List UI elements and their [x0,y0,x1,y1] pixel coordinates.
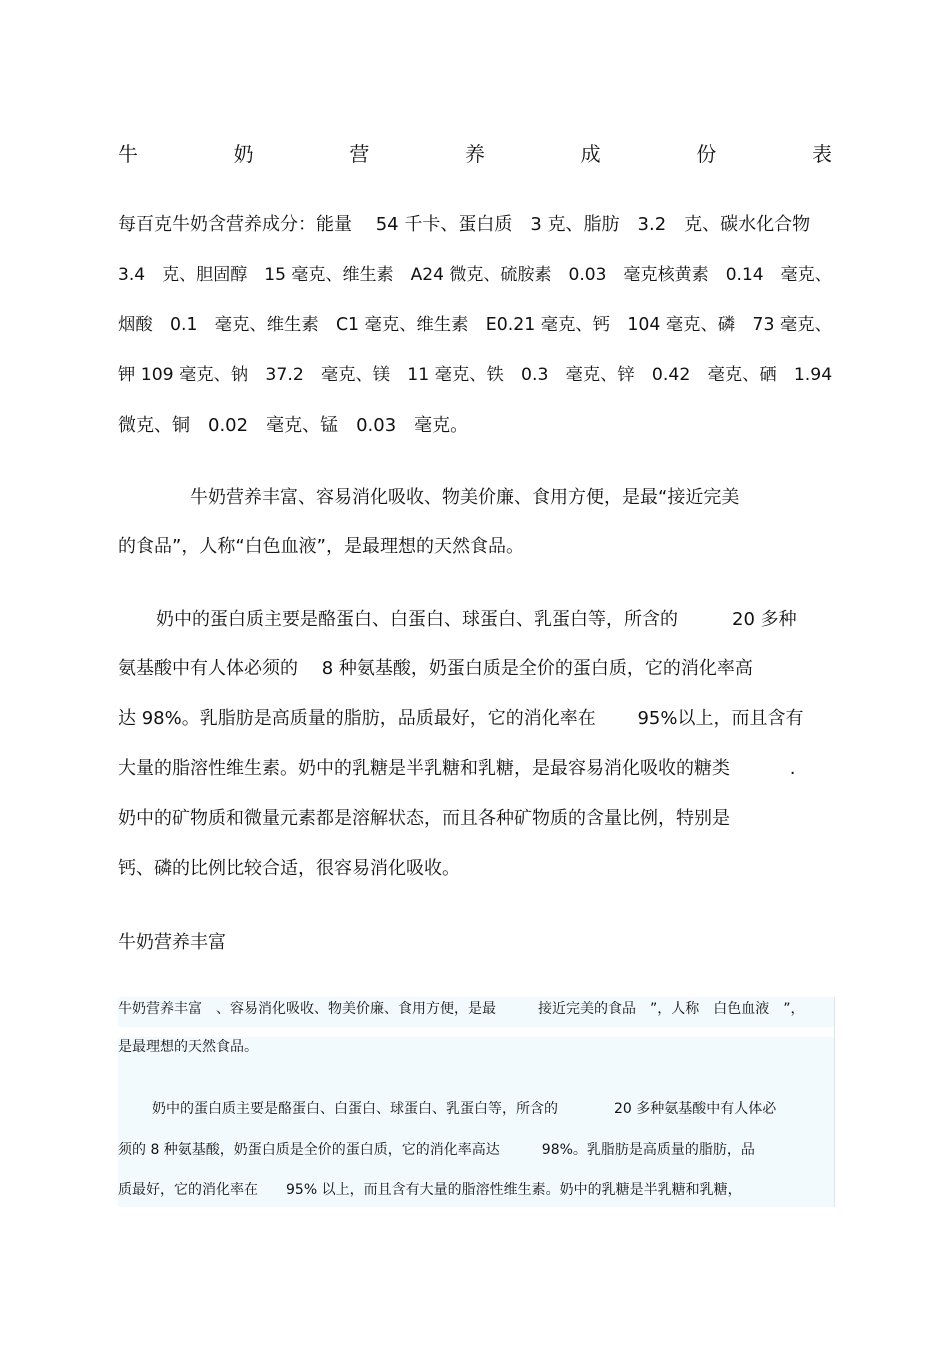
title-char: 表 [811,142,832,166]
excerpt-line: 质最好，它的消化率在 95% 以上，而且含有大量的脂溶性维生素。奶中的乳糖是半乳糖和乳糖， [118,1182,742,1198]
text-line: 奶中的矿物质和微量元素都是溶解状态，而且各种矿物质的含量比例，特别是 [118,808,730,829]
excerpt-line: 是最理想的天然食品。 [118,1039,258,1055]
title-char: 营 [349,142,370,166]
text-line: 奶中的蛋白质主要是酪蛋白、白蛋白、球蛋白、乳蛋白等，所含的 20 多种 [156,609,797,630]
title-char: 成 [580,142,601,166]
text-line: 的食品”，人称“白色血液”，是最理想的天然食品。 [118,536,524,557]
quoted-excerpt [118,997,835,1207]
text-line: 烟酸 0.1 毫克、维生素 C1 毫克、维生素 E0.21 毫克、钙 104 毫克、磷 73 毫克、 [118,315,832,335]
text-line: 牛奶营养丰富、容易消化吸收、物美价廉、食用方便，是最“接近完美 [190,487,740,508]
document-title [118,142,832,166]
title-char: 牛 [118,142,138,166]
title-char: 份 [696,142,717,166]
text-line: 钾 109 毫克、钠 37.2 毫克、镁 11 毫克、铁 0.3 毫克、锌 0.42 毫克、硒 1.94 [118,365,833,385]
text-line: 达 98%。乳脂肪是高质量的脂肪，品质最好，它的消化率在 95%以上，而且含有 [118,708,804,729]
section-heading: 牛奶营养丰富 [118,932,226,953]
title-char: 奶 [233,142,254,166]
excerpt-line: 须的 8 种氨基酸，奶蛋白质是全价的蛋白质，它的消化率高达 98%。乳脂肪是高质量的脂肪，品 [118,1142,755,1158]
text-line: 每百克牛奶含营养成分：能量 54 千卡、蛋白质 3 克、脂肪 3.2 克、碳水化合物 [118,214,811,235]
text-line: 氨基酸中有人体必须的 8 种氨基酸，奶蛋白质是全价的蛋白质，它的消化率高 [118,658,753,679]
text-line: 大量的脂溶性维生素。奶中的乳糖是半乳糖和乳糖，是最容易消化吸收的糖类 . [118,758,796,779]
excerpt-line: 牛奶营养丰富 、容易消化吸收、物美价廉、食用方便，是最 接近完美的食品 ”，人称 白色血液 ”， [118,1001,805,1017]
title-char: 养 [464,142,485,166]
excerpt-line: 奶中的蛋白质主要是酪蛋白、白蛋白、球蛋白、乳蛋白等，所含的 20 多种氨基酸中有人体必 [152,1101,777,1117]
text-line: 3.4 克、胆固醇 15 毫克、维生素 A24 微克、硫胺素 0.03 毫克核黄素 0.14 毫克、 [118,265,832,285]
text-line: 钙、磷的比例比较合适，很容易消化吸收。 [118,858,460,879]
text-line: 微克、铜 0.02 毫克、锰 0.03 毫克。 [118,415,469,436]
